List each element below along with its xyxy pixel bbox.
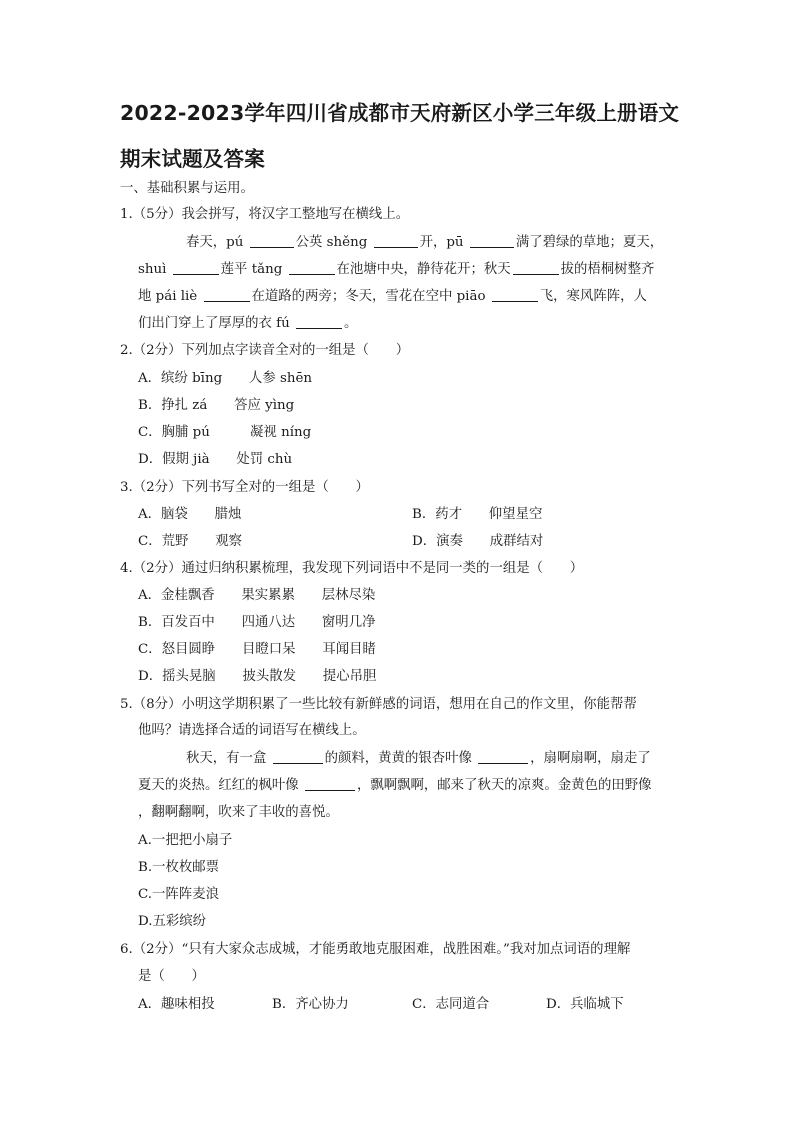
question-2-option-a[interactable]: A．缤纷 bīng 人参 shēn (138, 371, 313, 386)
question-4-option-c[interactable]: C．怒目圆睁 目瞪口呆 耳闻目睹 (138, 642, 376, 657)
question-6-option-c[interactable]: C．志同道合 (412, 997, 490, 1012)
question-5-option-d[interactable]: D.五彩缤纷 (138, 914, 207, 929)
question-6-option-d[interactable]: D．兵临城下 (546, 997, 624, 1012)
question-3-stem: 3.（2分）下列书写全对的一组是（ ） (120, 480, 369, 495)
question-1-passage-line-4: 们出门穿上了厚厚的衣 fú 。 (138, 316, 358, 331)
question-3-option-c[interactable]: C．荒野 观察 (138, 534, 242, 549)
question-3-option-d[interactable]: D．演奏 成群结对 (412, 534, 544, 549)
question-5-passage-line-2: 夏天的炎热。红红的枫叶像 ，飘啊飘啊，邮来了秋天的凉爽。金黄色的田野像 (138, 778, 652, 793)
question-4-stem: 4.（2分）通过归纳积累梳理，我发现下列词语中不是同一类的一组是（ ） (120, 561, 584, 576)
question-2-option-b[interactable]: B．挣扎 zá 答应 yìng (138, 398, 295, 413)
question-6-stem-line-2: 是（ ） (138, 969, 205, 984)
answer-blank[interactable] (296, 315, 342, 329)
answer-blank[interactable] (492, 288, 538, 302)
question-1-passage-line-3: 地 pái liè 在道路的两旁；冬天，雪花在空中 piāo 飞，寒风阵阵，人 (138, 289, 647, 304)
question-2-stem: 2.（2分）下列加点字读音全对的一组是（ ） (120, 343, 410, 358)
question-5-passage-line-1: 秋天，有一盒 的颜料，黄黄的银杏叶像 ，扇啊扇啊，扇走了 (186, 751, 651, 766)
question-5-option-b[interactable]: B.一枚枚邮票 (138, 860, 220, 875)
question-1-passage-line-2: shuì 莲平 tǎng 在池塘中央，静待花开；秋天 拔的梧桐树整齐 (138, 262, 655, 277)
answer-blank[interactable] (204, 288, 250, 302)
question-5-option-a[interactable]: A.一把把小扇子 (138, 833, 233, 848)
question-5-stem-line-1: 5.（8分）小明这学期积累了一些比较有新鲜感的词语，想用在自己的作文里，你能帮帮 (120, 697, 637, 712)
document-title-line-2: 期末试题及答案 (120, 147, 265, 171)
question-3-option-a[interactable]: A．脑袋 腊烛 (138, 507, 242, 522)
question-4-option-b[interactable]: B．百发百中 四通八达 窗明几净 (138, 615, 376, 630)
question-1-passage-line-1: 春天，pú 公英 shěng 开，pū 满了碧绿的草地；夏天， (186, 235, 664, 250)
question-5-option-c[interactable]: C.一阵阵麦浪 (138, 887, 219, 902)
answer-blank[interactable] (273, 750, 323, 764)
question-2-option-d[interactable]: D．假期 jià 处罚 chù (138, 452, 293, 467)
answer-blank[interactable] (470, 234, 514, 248)
question-5-stem-line-2: 他吗？请选择合适的词语写在横线上。 (138, 723, 366, 738)
answer-blank[interactable] (250, 234, 294, 248)
question-2-option-c[interactable]: C．胸脯 pú 凝视 níng (138, 425, 312, 440)
answer-blank[interactable] (513, 261, 559, 275)
answer-blank[interactable] (478, 750, 528, 764)
question-6-option-b[interactable]: B．齐心协力 (272, 997, 349, 1012)
question-4-option-a[interactable]: A．金桂飘香 果实累累 层林尽染 (138, 588, 376, 603)
question-6-option-a[interactable]: A．趣味相投 (138, 997, 215, 1012)
question-5-passage-line-3: ，翻啊翻啊，吹来了丰收的喜悦。 (138, 805, 339, 820)
question-6-stem-line-1: 6.（2分）“只有大家众志成城，才能勇敢地克服困难，战胜困难。”我对加点词语的理解 (120, 942, 631, 957)
answer-blank[interactable] (289, 261, 335, 275)
section-heading: 一、基础积累与运用。 (120, 181, 254, 196)
question-4-option-d[interactable]: D．摇头晃脑 披头散发 提心吊胆 (138, 669, 377, 684)
answer-blank[interactable] (374, 234, 418, 248)
question-1-stem: 1.（5分）我会拼写，将汉字工整地写在横线上。 (120, 207, 410, 222)
question-3-option-b[interactable]: B．药才 仰望星空 (412, 507, 543, 522)
answer-blank[interactable] (173, 261, 219, 275)
answer-blank[interactable] (305, 777, 355, 791)
document-title-line-1: 2022-2023学年四川省成都市天府新区小学三年级上册语文 (120, 101, 680, 125)
